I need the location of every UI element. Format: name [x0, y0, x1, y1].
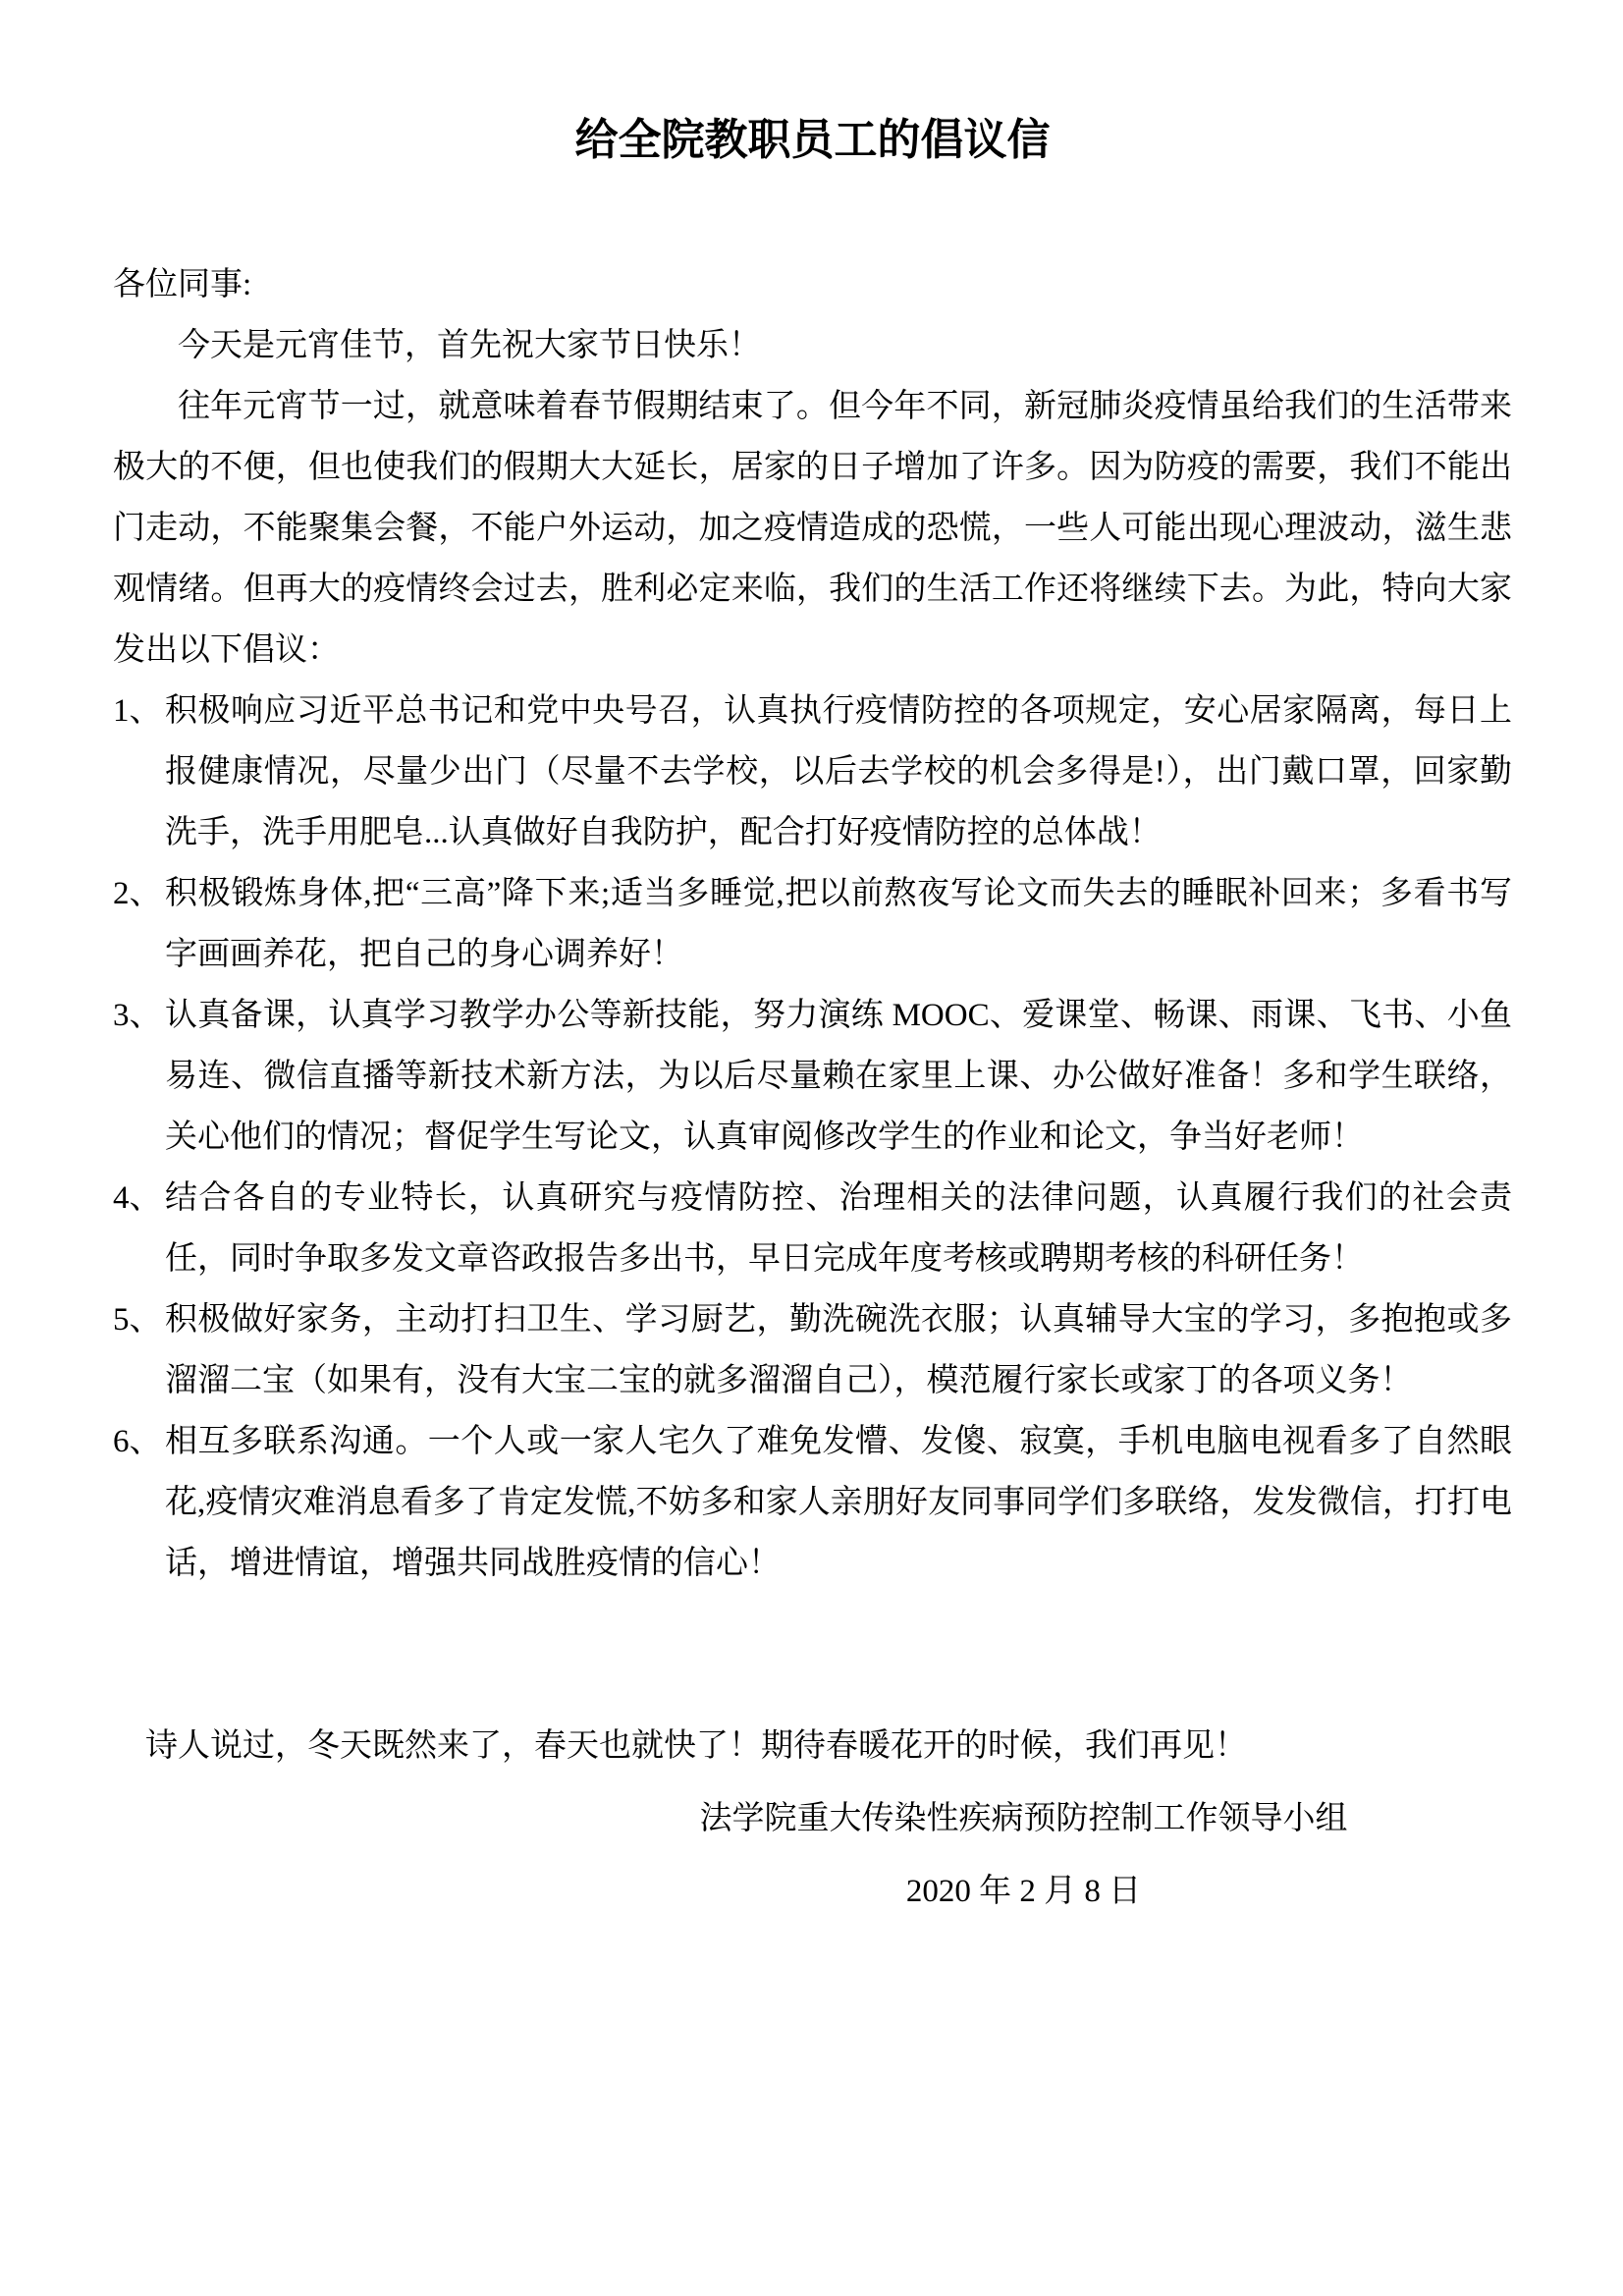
list-item [113, 1411, 1512, 1594]
list-item [113, 1289, 1512, 1411]
item-text: 结合各自的专业特长，认真研究与疫情防控、治理相关的法律问题，认真履行我们的社会责任，同时争取多发文章咨政报告多出书，早日完成年度考核或聘期考核的科研任务！ [165, 1180, 1512, 1277]
item-text: 积极响应习近平总书记和党中央号召，认真执行疫情防控的各项规定，安心居家隔离，每日上报健康情况，尽量少出门（尽量不去学校，以后去学校的机会多得是!），出门戴口罩，回家勤洗手，洗手用肥皂...认真做好自我防护，配合打好疫情防控的总体战！ [165, 693, 1512, 850]
item-number: 6、 [113, 1424, 162, 1459]
item-text: 积极锻炼身体,把“三高”降下来;适当多睡觉,把以前熬夜写论文而失去的睡眠补回来；多看书写字画画养花，把自己的身心调养好！ [165, 876, 1512, 972]
paragraph-greeting: 今天是元宵佳节，首先祝大家节日快乐！ [178, 328, 761, 363]
item-number: 2、 [113, 876, 162, 911]
item-text: 相互多联系沟通。一个人或一家人宅久了难免发懵、发傻、寂寞，手机电脑电视看多了自然眼花,疫情灾难消息看多了肯定发慌,不妨多和家人亲朋好友同事同学们多联络，发发微信，打打电话，增进情谊，增强共同战胜疫情的信心！ [165, 1424, 1512, 1581]
item-number: 1、 [113, 693, 162, 729]
list-item [113, 985, 1512, 1168]
proposal-list [113, 681, 1512, 1594]
item-number: 4、 [113, 1180, 162, 1216]
item-text: 认真备课，认真学习教学办公等新技能，努力演练 MOOC、爱课堂、畅课、雨课、飞书、小鱼易连、微信直播等新技术新方法，为以后尽量赖在家里上课、办公做好准备！多和学生联络，关心他们的情况；督促学生写论文，认真审阅修改学生的作业和论文，争当好老师！ [165, 998, 1512, 1155]
page-title: 给全院教职员工的倡议信 [574, 116, 1051, 164]
item-text: 积极做好家务，主动打扫卫生、学习厨艺，勤洗碗洗衣服；认真辅导大宝的学习，多抱抱或多溜溜二宝（如果有，没有大宝二宝的就多溜溜自己），模范履行家长或家丁的各项义务！ [165, 1302, 1512, 1398]
list-item [113, 1168, 1512, 1289]
list-item [113, 681, 1512, 863]
item-number: 3、 [113, 998, 162, 1033]
closing-paragraph: 诗人说过，冬天既然来了，春天也就快了！期待春暖花开的时候，我们再见！ [145, 1728, 1247, 1764]
salutation: 各位同事: [113, 267, 252, 302]
signature: 法学院重大传染性疾病预防控制工作领导小组 [699, 1801, 1348, 1836]
paragraph-intro: 往年元宵节一过，就意味着春节假期结束了。但今年不同，新冠肺炎疫情虽给我们的生活带来极大的不便，但也使我们的假期大大延长，居家的日子增加了许多。因为防疫的需要，我们不能出门走动，不能聚集会餐，不能户外运动，加之疫情造成的恐慌，一些人可能出现心理波动，滋生悲观情绪。但再大的疫情终会过去，胜利必定来临，我们的生活工作还将继续下去。为此，特向大家发出以下倡议： [113, 389, 1512, 668]
item-number: 5、 [113, 1302, 162, 1338]
list-item [113, 863, 1512, 985]
date: 2020 年 2 月 8 日 [905, 1874, 1142, 1909]
